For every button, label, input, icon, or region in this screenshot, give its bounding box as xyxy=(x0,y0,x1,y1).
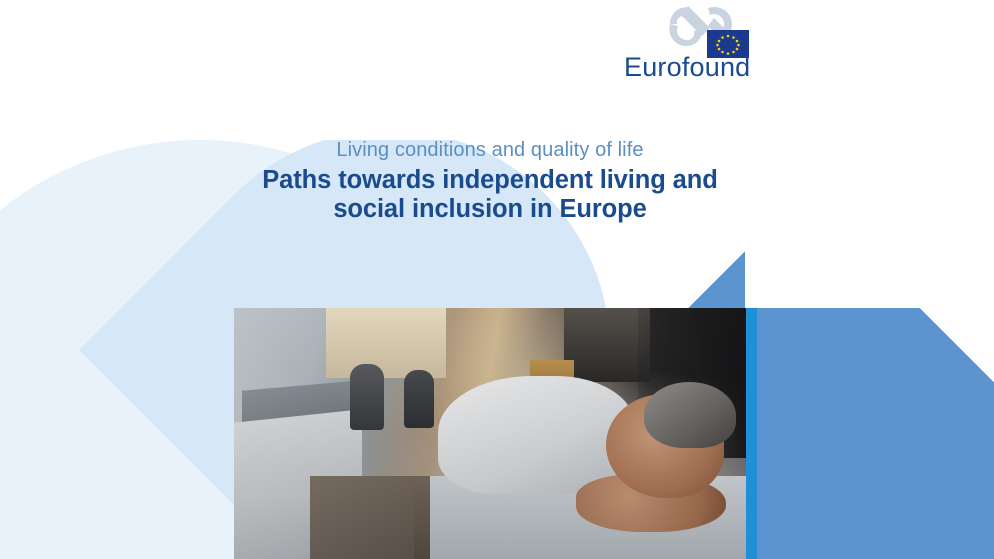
right-white-band xyxy=(745,0,994,308)
series-subtitle: Living conditions and quality of life xyxy=(336,139,644,161)
page-title xyxy=(224,166,756,224)
accent-bar xyxy=(746,308,757,559)
eurofound-wordmark: Eurofound xyxy=(624,52,751,82)
photo-tint-overlay xyxy=(234,308,746,559)
cover-photo xyxy=(234,308,746,559)
eurofound-logo xyxy=(624,4,764,88)
page-title-line-1: Paths towards independent living and xyxy=(262,166,718,194)
page-title-line-2: social inclusion in Europe xyxy=(333,195,647,223)
